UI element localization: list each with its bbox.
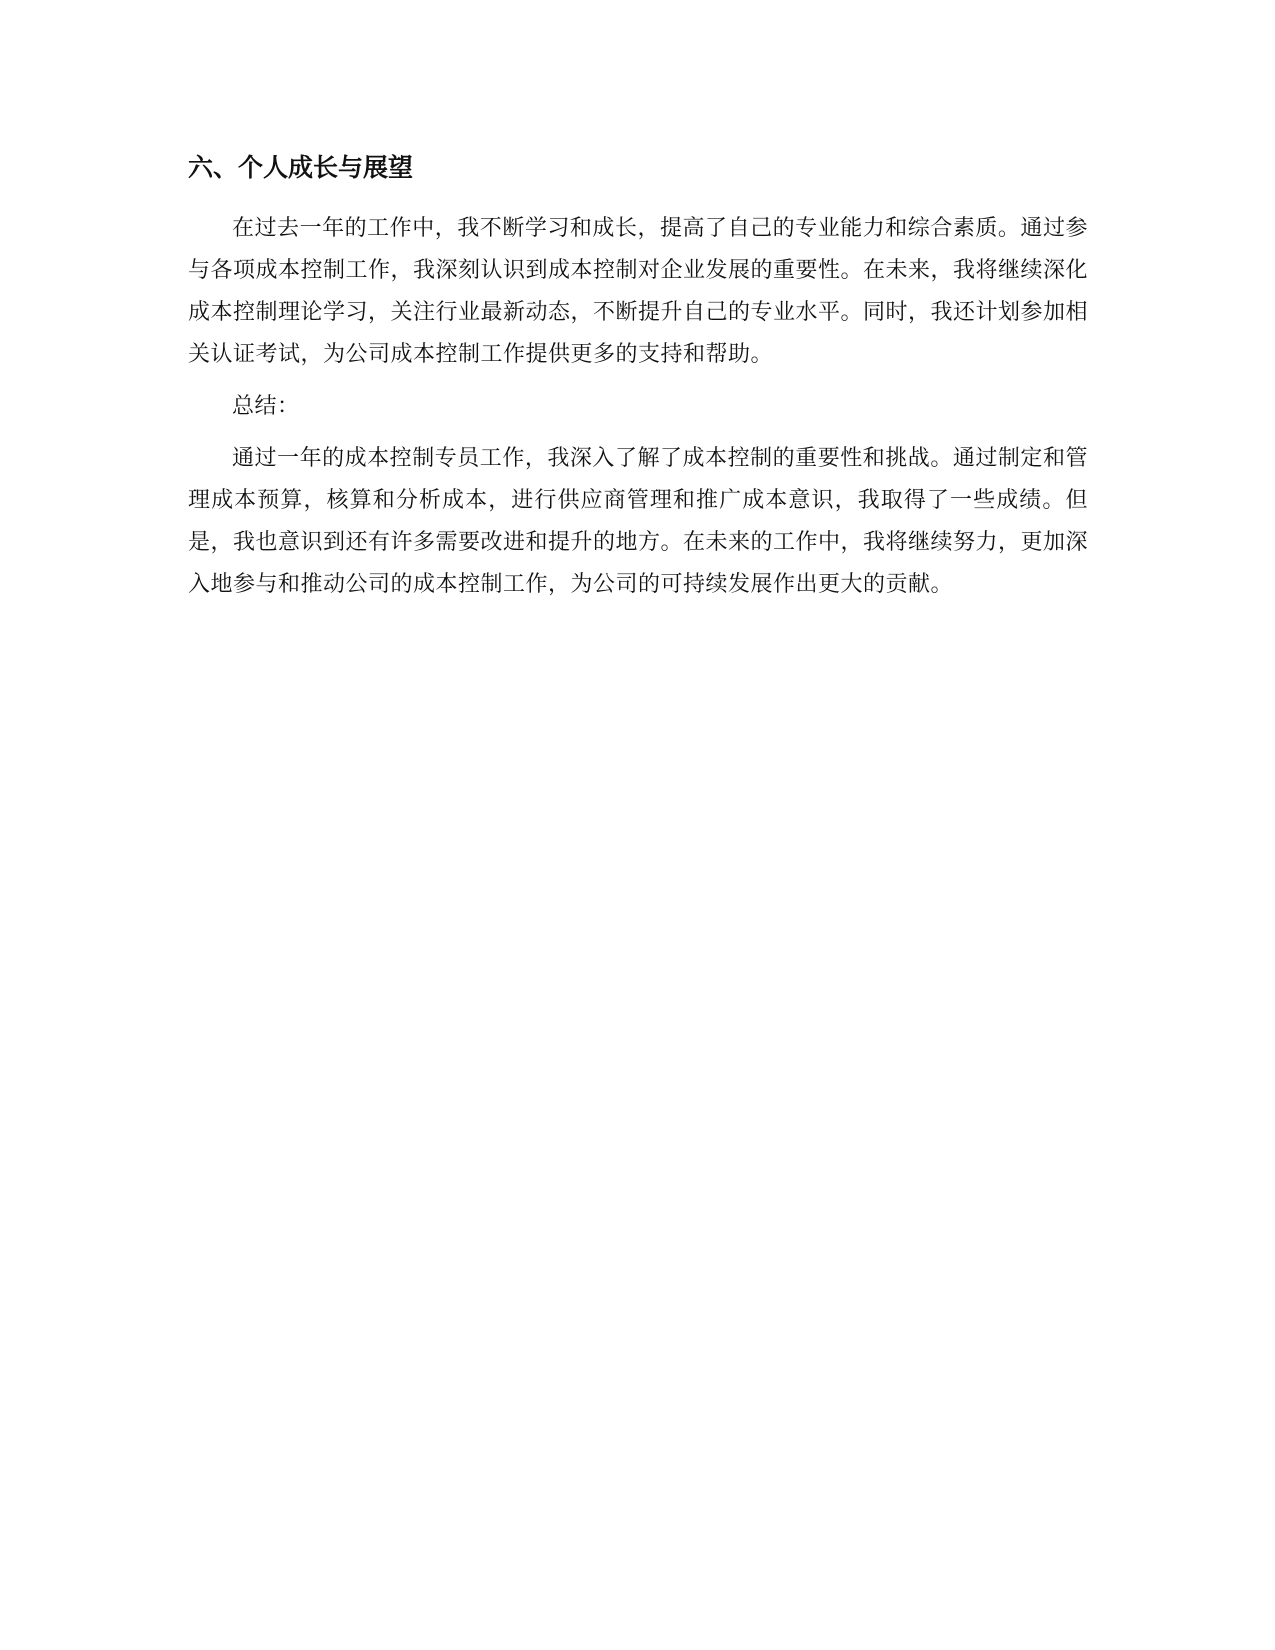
paragraph-summary: 通过一年的成本控制专员工作，我深入了解了成本控制的重要性和挑战。通过制定和管理成本预算，核算和分析成本，进行供应商管理和推广成本意识，我取得了一些成绩。但是，我也意识到还有许多需要改进和提升的地方。在未来的工作中，我将继续努力，更加深入地参与和推动公司的成本控制工作，为公司的可持续发展作出更大的贡献。 [188, 446, 1089, 597]
document-body [188, 150, 1088, 616]
paragraph-personal-growth: 在过去一年的工作中，我不断学习和成长，提高了自己的专业能力和综合素质。通过参与各项成本控制工作，我深刻认识到成本控制对企业发展的重要性。在未来，我将继续深化成本控制理论学习，关注行业最新动态，不断提升自己的专业水平。同时，我还计划参加相关认证考试，为公司成本控制工作提供更多的支持和帮助。 [188, 216, 1089, 367]
section-heading: 六、个人成长与展望 [188, 153, 414, 182]
paragraph-summary-label: 总结： [232, 394, 300, 419]
